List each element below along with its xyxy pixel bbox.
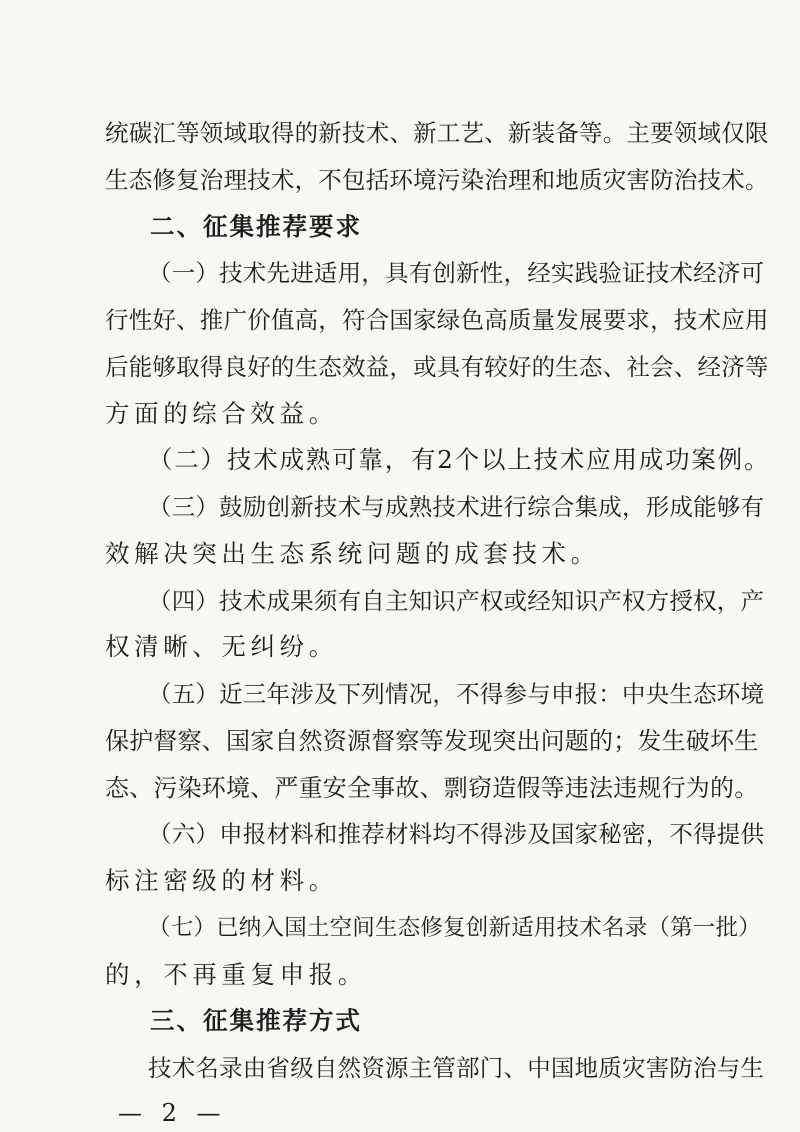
text-line-21: 技术名录由省级自然资源主管部门、中国地质灾害防治与生 [148, 1054, 765, 1082]
text-line-18: （七）已纳入国土空间生态修复创新适用技术名录（第一批） [148, 915, 761, 941]
text-line-19: 的，不再重复申报。 [105, 960, 367, 989]
section-heading-2: 二、征集推荐要求 [150, 212, 362, 241]
text-line-10: 效解决突出生态系统问题的成套技术。 [105, 539, 600, 568]
text-line-5: 行性好、推广价值高，符合国家绿色高质量发展要求，技术应用 [105, 306, 769, 334]
text-line-15: 态、污染环境、严重安全事故、剽窃造假等违法违规行为的。 [105, 774, 759, 802]
text-line-8: （二）技术成熟可靠，有2个以上技术应用成功案例。 [148, 445, 771, 474]
text-line-12: 权清晰、无纠纷。 [105, 632, 338, 661]
text-line-6: 后能够取得良好的生态效益，或具有较好的生态、社会、经济等 [105, 353, 769, 381]
text-line-16: （六）申报材料和推荐材料均不得涉及国家秘密，不得提供 [148, 820, 765, 848]
text-line-13: （五）近三年涉及下列情况，不得参与申报：中央生态环境 [148, 680, 765, 708]
text-line-14: 保护督察、国家自然资源督察等发现突出问题的；发生破坏生 [105, 727, 759, 755]
page-number: — 2 — [118, 1099, 227, 1127]
text-line-2: 生态修复治理技术，不包括环境污染治理和地质灾害防治技术。 [105, 166, 769, 194]
text-line-9: （三）鼓励创新技术与成熟技术进行综合集成，形成能够有 [148, 493, 765, 521]
text-line-11: （四）技术成果须有自主知识产权或经知识产权方授权，产 [148, 587, 765, 615]
text-line-1: 统碳汇等领域取得的新技术、新工艺、新装备等。主要领域仅限 [105, 119, 769, 147]
text-line-17: 标注密级的材料。 [105, 866, 338, 895]
section-heading-3: 三、征集推荐方式 [150, 1006, 362, 1035]
text-line-4: （一）技术先进适用，具有创新性，经实践验证技术经济可 [148, 259, 765, 287]
text-line-7: 方面的综合效益。 [105, 399, 338, 428]
